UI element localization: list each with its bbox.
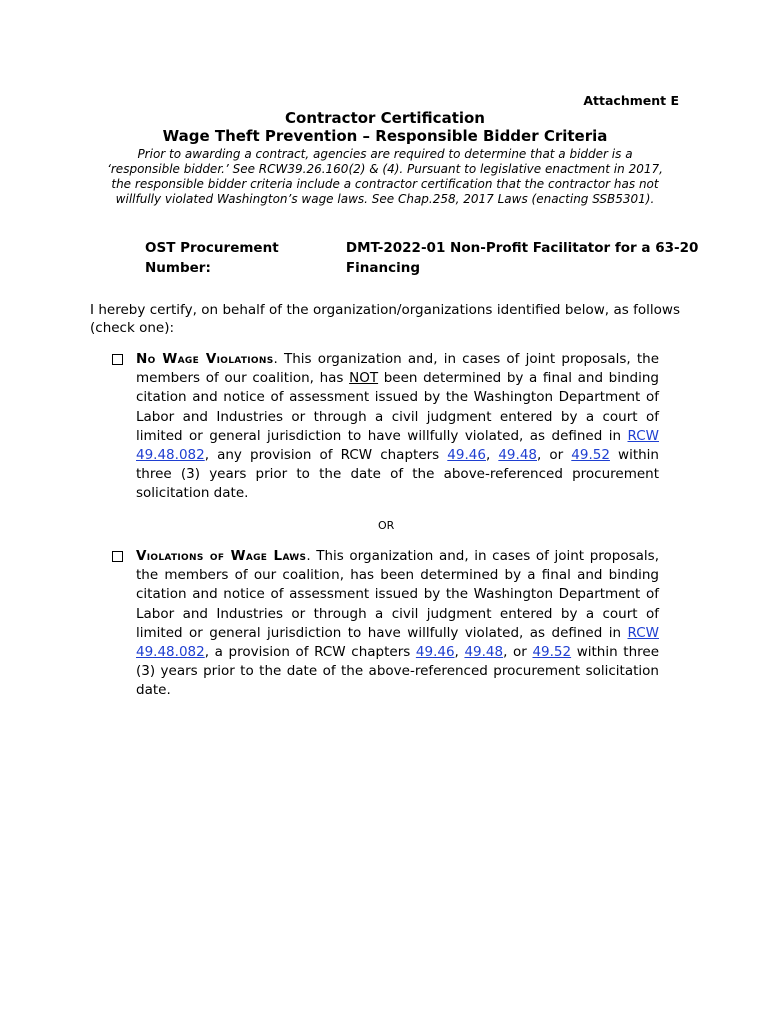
not-emphasis: NOT — [349, 370, 379, 387]
document-title: Contractor Certification — [285, 109, 485, 127]
certify-statement: I hereby certify, on behalf of the organization/organizations identified below, as follows (check one): — [90, 302, 680, 336]
option-text: within three (3) years prior to the date of the above-referenced procurement solicitation date. — [136, 447, 659, 502]
chapter-49-48-link[interactable]: 49.48 — [464, 644, 504, 661]
title-block — [90, 109, 680, 207]
checkbox-no-wage-violations[interactable] — [112, 354, 123, 365]
option-heading: Violations of Wage Laws — [136, 548, 307, 564]
chapter-49-52-link[interactable]: 49.52 — [532, 644, 572, 661]
chapter-49-46-link[interactable]: 49.46 — [447, 447, 486, 464]
option-text: . This organization and, in cases of joint proposals, the members of our coalition, has — [136, 351, 660, 387]
chapter-49-52-link[interactable]: 49.52 — [571, 447, 610, 464]
chapter-49-46-link[interactable]: 49.46 — [415, 644, 455, 661]
option-text: been determined by a final and binding citation and notice of assessment issued by the Washington Department of Labor and Industries or through a civil judgment entered by a court of limited or general jurisdiction to have willfully violated, as defined in — [136, 370, 660, 444]
option-text: , any provision of RCW chapters — [204, 447, 448, 464]
option-text: , — [485, 447, 499, 464]
option-text: , a provision of RCW chapters — [204, 644, 416, 661]
option-no-wage-violations-text — [136, 350, 659, 504]
rcw-49-48-082-link[interactable]: RCW 49.48.082 — [136, 427, 659, 464]
or-separator: OR — [378, 519, 395, 532]
procurement-number-label: OST Procurement Number: — [145, 240, 279, 276]
chapter-49-48-link[interactable]: 49.48 — [498, 447, 537, 464]
option-violations-text — [136, 547, 659, 701]
attachment-label: Attachment E — [583, 93, 679, 108]
intro-paragraph: Prior to awarding a contract, agencies are required to determine that a bidder is a ‘responsible bidder.’ See RCW39.26.160(2) & (4). Pursuant to legislative enactment in 2017, the responsible bidder criteria include a contractor certification that the contractor has not willfully violated Washington’s wage laws. See Chap.258, 2017 Laws (enacting SSB5301). — [107, 147, 663, 206]
rcw-49-48-082-link[interactable]: RCW 49.48.082 — [136, 624, 659, 661]
option-text: . This organization and, in cases of joint proposals, the members of our coalition, has been determined by a final and binding citation and notice of assessment issued by the Washington Department of Labor and Industries or through a civil judgment entered by a court of limited or general jurisdiction to have willfully violated, as defined in — [136, 548, 659, 641]
document-subtitle: Wage Theft Prevention – Responsible Bidder Criteria — [162, 127, 608, 145]
option-text: , or — [503, 644, 533, 661]
option-text: , or — [537, 447, 572, 464]
option-text: within three (3) years prior to the date of the above-referenced procurement solicitation date. — [136, 644, 659, 699]
procurement-number-value: DMT-2022-01 Non-Profit Facilitator for a 63-20 Financing — [345, 240, 699, 276]
option-text: , — [454, 644, 465, 661]
checkbox-violations-of-wage-laws[interactable] — [112, 551, 123, 562]
option-no-wage-violations — [112, 350, 659, 504]
procurement-row — [145, 238, 705, 278]
option-violations-of-wage-laws — [112, 547, 659, 701]
option-heading: No Wage Violations — [136, 351, 274, 367]
